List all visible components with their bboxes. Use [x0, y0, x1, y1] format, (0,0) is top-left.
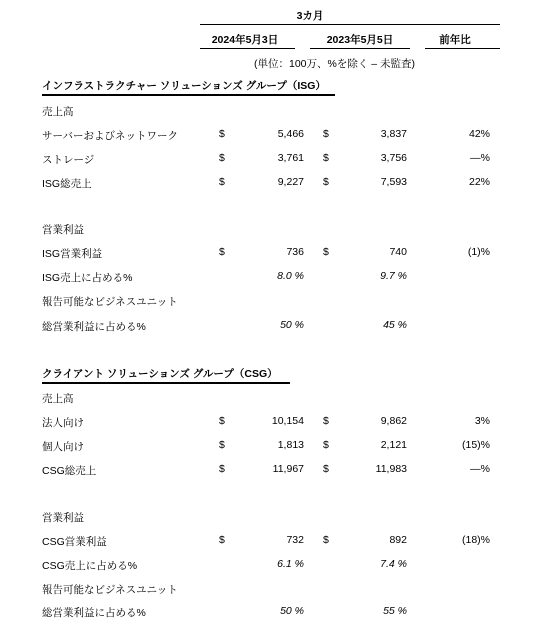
row-label: ストレージ: [42, 154, 95, 166]
currency-symbol: $: [323, 534, 329, 546]
value-2023: 9.7 %: [380, 270, 407, 282]
period-header: 3カ月: [296, 10, 324, 22]
csg-operating-income-label: 営業利益: [42, 512, 84, 524]
value-2024: 736: [286, 246, 304, 258]
row-label: 総営業利益に占める%: [42, 321, 146, 333]
col-header-2024: 2024年5月3日: [211, 34, 279, 46]
isg-segment-label: 報告可能なビジネスユニット: [42, 296, 178, 308]
currency-symbol: $: [323, 152, 329, 164]
value-2023: 11,983: [375, 463, 407, 475]
value-2024: 6.1 %: [277, 558, 304, 570]
col-header-2023: 2023年5月5日: [326, 34, 394, 46]
isg-revenue-label: 売上高: [42, 106, 74, 118]
row-label: 法人向け: [42, 417, 84, 429]
unit-note: (単位：100万、%を除く – 未監査): [254, 58, 416, 70]
currency-symbol: $: [219, 463, 225, 475]
isg-title-underline: [42, 94, 335, 96]
value-2023: 7.4 %: [380, 558, 407, 570]
value-2023: 7,593: [380, 176, 407, 188]
value-2024: 50 %: [280, 319, 304, 331]
currency-symbol: $: [323, 463, 329, 475]
col1-underline: [200, 48, 295, 49]
row-label: CSG営業利益: [42, 536, 107, 548]
value-2023: 45 %: [383, 319, 407, 331]
value-2023: 3,756: [380, 152, 407, 164]
currency-symbol: $: [219, 176, 225, 188]
currency-symbol: $: [219, 152, 225, 164]
yoy-change: (1)%: [467, 246, 490, 258]
row-label: ISG営業利益: [42, 248, 103, 260]
row-label: CSG総売上: [42, 465, 97, 477]
csg-section-title: クライアント ソリューションズ グループ（CSG）: [42, 368, 278, 380]
row-label: 総営業利益に占める%: [42, 607, 146, 619]
value-2023: 740: [389, 246, 407, 258]
value-2024: 5,466: [277, 128, 304, 140]
yoy-change: 42%: [468, 128, 490, 140]
currency-symbol: $: [219, 534, 225, 546]
yoy-change: 22%: [468, 176, 490, 188]
currency-symbol: $: [219, 128, 225, 140]
currency-symbol: $: [219, 415, 225, 427]
currency-symbol: $: [323, 415, 329, 427]
row-label: 個人向け: [42, 441, 84, 453]
yoy-change: (15)%: [461, 439, 490, 451]
currency-symbol: $: [219, 439, 225, 451]
value-2024: 732: [286, 534, 304, 546]
value-2023: 3,837: [380, 128, 407, 140]
value-2024: 10,154: [271, 415, 304, 427]
yoy-change: 3%: [474, 415, 490, 427]
value-2023: 2,121: [380, 439, 407, 451]
csg-segment-label: 報告可能なビジネスユニット: [42, 584, 178, 596]
col3-underline: [425, 48, 500, 49]
csg-revenue-label: 売上高: [42, 393, 74, 405]
isg-section-title: インフラストラクチャー ソリューションズ グループ（ISG）: [42, 80, 326, 92]
value-2023: 55 %: [383, 605, 407, 617]
value-2024: 1,813: [277, 439, 304, 451]
col-header-yoy: 前年比: [439, 34, 471, 46]
csg-title-underline: [42, 382, 290, 384]
isg-operating-income-label: 営業利益: [42, 224, 84, 236]
value-2024: 8.0 %: [277, 270, 304, 282]
row-label: ISG売上に占める%: [42, 272, 133, 284]
currency-symbol: $: [219, 246, 225, 258]
value-2024: 50 %: [280, 605, 304, 617]
value-2024: 3,761: [277, 152, 304, 164]
currency-symbol: $: [323, 246, 329, 258]
currency-symbol: $: [323, 128, 329, 140]
row-label: CSG売上に占める%: [42, 560, 138, 572]
value-2023: 892: [389, 534, 407, 546]
yoy-change: —%: [470, 152, 490, 164]
currency-symbol: $: [323, 439, 329, 451]
value-2023: 9,862: [380, 415, 407, 427]
row-label: ISG総売上: [42, 178, 92, 190]
header-rule-top: [200, 24, 500, 25]
value-2024: 9,227: [277, 176, 304, 188]
currency-symbol: $: [323, 176, 329, 188]
row-label: サーバーおよびネットワーク: [42, 130, 178, 142]
yoy-change: (18)%: [461, 534, 490, 546]
yoy-change: —%: [470, 463, 490, 475]
value-2024: 11,967: [272, 463, 304, 475]
col2-underline: [310, 48, 410, 49]
